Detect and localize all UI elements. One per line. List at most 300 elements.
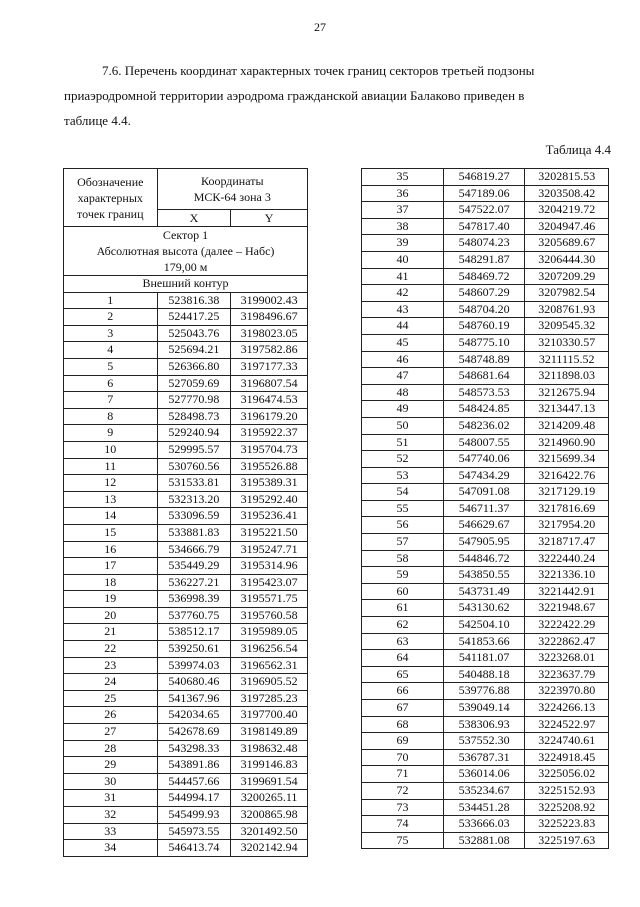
point-number: 75 bbox=[362, 832, 444, 849]
point-number: 34 bbox=[64, 840, 158, 857]
point-number: 5 bbox=[64, 358, 158, 375]
table-row bbox=[362, 534, 609, 551]
point-number: 73 bbox=[362, 799, 444, 816]
y-coordinate: 3201492.50 bbox=[231, 823, 308, 840]
table-row bbox=[362, 417, 609, 434]
table-row bbox=[64, 740, 308, 757]
point-number: 6 bbox=[64, 375, 158, 392]
point-number: 38 bbox=[362, 218, 444, 235]
point-number: 18 bbox=[64, 574, 158, 591]
table-row bbox=[64, 790, 308, 807]
point-number: 42 bbox=[362, 285, 444, 302]
y-coordinate: 3214960.90 bbox=[525, 434, 609, 451]
x-coordinate: 540488.18 bbox=[443, 666, 525, 683]
table-row bbox=[362, 666, 609, 683]
table-row bbox=[362, 334, 609, 351]
x-coordinate: 543130.62 bbox=[443, 600, 525, 617]
point-number: 13 bbox=[64, 491, 158, 508]
point-number: 68 bbox=[362, 716, 444, 733]
y-coordinate: 3196474.53 bbox=[231, 392, 308, 409]
x-coordinate: 539974.03 bbox=[157, 657, 231, 674]
table-row bbox=[362, 567, 609, 584]
sector-line: Абсолютная высота (далее – Набс) bbox=[96, 244, 275, 258]
x-coordinate: 538306.93 bbox=[443, 716, 525, 733]
y-coordinate: 3217954.20 bbox=[525, 517, 609, 534]
point-number: 65 bbox=[362, 666, 444, 683]
table-row bbox=[362, 401, 609, 418]
x-coordinate: 546629.67 bbox=[443, 517, 525, 534]
point-number: 17 bbox=[64, 558, 158, 575]
x-coordinate: 547817.40 bbox=[443, 218, 525, 235]
y-coordinate: 3196179.20 bbox=[231, 408, 308, 425]
table-row bbox=[362, 700, 609, 717]
x-coordinate: 548469.72 bbox=[443, 268, 525, 285]
table-row bbox=[362, 318, 609, 335]
table-row bbox=[362, 368, 609, 385]
x-coordinate: 548573.53 bbox=[443, 384, 525, 401]
table-row bbox=[362, 384, 609, 401]
y-coordinate: 3195221.50 bbox=[231, 524, 308, 541]
x-coordinate: 527059.69 bbox=[157, 375, 231, 392]
table-row bbox=[362, 617, 609, 634]
x-coordinate: 543298.33 bbox=[157, 740, 231, 757]
table-row bbox=[64, 458, 308, 475]
y-coordinate: 3223970.80 bbox=[525, 683, 609, 700]
x-coordinate: 548236.02 bbox=[443, 417, 525, 434]
y-coordinate: 3208761.93 bbox=[525, 301, 609, 318]
point-number: 20 bbox=[64, 607, 158, 624]
table-row bbox=[362, 185, 609, 202]
point-number: 10 bbox=[64, 441, 158, 458]
y-coordinate: 3223268.01 bbox=[525, 650, 609, 667]
point-number: 36 bbox=[362, 185, 444, 202]
table-row bbox=[362, 218, 609, 235]
y-coordinate: 3198496.67 bbox=[231, 309, 308, 326]
y-coordinate: 3202142.94 bbox=[231, 840, 308, 857]
y-coordinate: 3195571.75 bbox=[231, 591, 308, 608]
x-coordinate: 548607.29 bbox=[443, 285, 525, 302]
table-row bbox=[362, 251, 609, 268]
x-coordinate: 534451.28 bbox=[443, 799, 525, 816]
y-coordinate: 3222422.29 bbox=[525, 617, 609, 634]
point-number: 3 bbox=[64, 325, 158, 342]
x-coordinate: 546819.27 bbox=[443, 169, 525, 186]
table-row bbox=[64, 342, 308, 359]
x-coordinate: 544457.66 bbox=[157, 773, 231, 790]
y-coordinate: 3195704.73 bbox=[231, 441, 308, 458]
y-coordinate: 3224522.97 bbox=[525, 716, 609, 733]
y-coordinate: 3198023.05 bbox=[231, 325, 308, 342]
point-number: 52 bbox=[362, 451, 444, 468]
point-number: 44 bbox=[362, 318, 444, 335]
table-row bbox=[362, 285, 609, 302]
y-coordinate: 3225223.83 bbox=[525, 816, 609, 833]
x-coordinate: 530760.56 bbox=[157, 458, 231, 475]
x-coordinate: 540680.46 bbox=[157, 674, 231, 691]
point-number: 58 bbox=[362, 550, 444, 567]
y-coordinate: 3196905.52 bbox=[231, 674, 308, 691]
x-coordinate: 532313.20 bbox=[157, 491, 231, 508]
y-coordinate: 3199002.43 bbox=[231, 292, 308, 309]
point-number: 26 bbox=[64, 707, 158, 724]
point-number: 70 bbox=[362, 749, 444, 766]
x-coordinate: 548007.55 bbox=[443, 434, 525, 451]
table-row bbox=[362, 550, 609, 567]
y-coordinate: 3223637.79 bbox=[525, 666, 609, 683]
point-number: 2 bbox=[64, 309, 158, 326]
table-caption: Таблица 4.4 bbox=[545, 142, 611, 157]
table-row bbox=[362, 600, 609, 617]
table-row bbox=[362, 799, 609, 816]
coordinates-table-right bbox=[361, 168, 609, 849]
point-number: 11 bbox=[64, 458, 158, 475]
table-row bbox=[64, 292, 308, 309]
x-coordinate: 532881.08 bbox=[443, 832, 525, 849]
table-row bbox=[64, 707, 308, 724]
x-coordinate: 547091.08 bbox=[443, 484, 525, 501]
point-number: 69 bbox=[362, 733, 444, 750]
y-coordinate: 3197700.40 bbox=[231, 707, 308, 724]
intro-line-1: 7.6. Перечень координат характерных точек границ секторов третьей подзоны bbox=[102, 63, 535, 78]
y-coordinate: 3195423.07 bbox=[231, 574, 308, 591]
sector-heading bbox=[64, 227, 308, 276]
x-coordinate: 539250.61 bbox=[157, 641, 231, 658]
header-line: Обозначение bbox=[77, 174, 144, 189]
contour-heading: Внешний контур bbox=[64, 276, 308, 293]
x-coordinate: 536227.21 bbox=[157, 574, 231, 591]
x-coordinate: 546413.74 bbox=[157, 840, 231, 857]
point-number: 49 bbox=[362, 401, 444, 418]
x-coordinate: 538512.17 bbox=[157, 624, 231, 641]
x-coordinate: 546711.37 bbox=[443, 500, 525, 517]
x-coordinate: 528498.73 bbox=[157, 408, 231, 425]
x-coordinate: 543891.86 bbox=[157, 757, 231, 774]
table-row bbox=[64, 591, 308, 608]
point-number: 30 bbox=[64, 773, 158, 790]
table-row bbox=[64, 607, 308, 624]
table-row bbox=[362, 484, 609, 501]
y-coordinate: 3221336.10 bbox=[525, 567, 609, 584]
x-coordinate: 535234.67 bbox=[443, 782, 525, 799]
x-coordinate: 548681.64 bbox=[443, 368, 525, 385]
table-row bbox=[362, 650, 609, 667]
y-coordinate: 3195989.05 bbox=[231, 624, 308, 641]
point-number: 55 bbox=[362, 500, 444, 517]
point-number: 46 bbox=[362, 351, 444, 368]
x-coordinate: 548291.87 bbox=[443, 251, 525, 268]
x-coordinate: 547189.06 bbox=[443, 185, 525, 202]
x-coordinate: 548748.89 bbox=[443, 351, 525, 368]
point-number: 51 bbox=[362, 434, 444, 451]
table-row bbox=[64, 408, 308, 425]
x-coordinate: 537760.75 bbox=[157, 607, 231, 624]
y-coordinate: 3195314.96 bbox=[231, 558, 308, 575]
x-coordinate: 541367.96 bbox=[157, 690, 231, 707]
table-row bbox=[64, 724, 308, 741]
y-coordinate: 3225056.02 bbox=[525, 766, 609, 783]
point-number: 21 bbox=[64, 624, 158, 641]
point-number: 15 bbox=[64, 524, 158, 541]
y-coordinate: 3221948.67 bbox=[525, 600, 609, 617]
x-coordinate: 539049.14 bbox=[443, 700, 525, 717]
point-number: 63 bbox=[362, 633, 444, 650]
y-coordinate: 3221442.91 bbox=[525, 583, 609, 600]
y-coordinate: 3195922.37 bbox=[231, 425, 308, 442]
point-number: 67 bbox=[362, 700, 444, 717]
y-coordinate: 3216422.76 bbox=[525, 467, 609, 484]
y-coordinate: 3198632.48 bbox=[231, 740, 308, 757]
y-coordinate: 3225152.93 bbox=[525, 782, 609, 799]
point-number: 71 bbox=[362, 766, 444, 783]
y-coordinate: 3211115.52 bbox=[525, 351, 609, 368]
point-number: 23 bbox=[64, 657, 158, 674]
x-coordinate: 541853.66 bbox=[443, 633, 525, 650]
point-number: 37 bbox=[362, 202, 444, 219]
x-coordinate: 542678.69 bbox=[157, 724, 231, 741]
x-coordinate: 547522.07 bbox=[443, 202, 525, 219]
table-row bbox=[362, 633, 609, 650]
x-coordinate: 545973.55 bbox=[157, 823, 231, 840]
point-number: 56 bbox=[362, 517, 444, 534]
x-coordinate: 548775.10 bbox=[443, 334, 525, 351]
table-row bbox=[64, 425, 308, 442]
x-coordinate: 544846.72 bbox=[443, 550, 525, 567]
point-number: 16 bbox=[64, 541, 158, 558]
x-coordinate: 525043.76 bbox=[157, 325, 231, 342]
y-coordinate: 3204947.46 bbox=[525, 218, 609, 235]
y-coordinate: 3204219.72 bbox=[525, 202, 609, 219]
x-coordinate: 533666.03 bbox=[443, 816, 525, 833]
table-row bbox=[64, 375, 308, 392]
y-coordinate: 3196256.54 bbox=[231, 641, 308, 658]
table-row bbox=[362, 500, 609, 517]
y-coordinate: 3197177.33 bbox=[231, 358, 308, 375]
header-y: Y bbox=[231, 210, 308, 227]
table-row bbox=[362, 235, 609, 252]
x-coordinate: 536998.39 bbox=[157, 591, 231, 608]
point-number: 28 bbox=[64, 740, 158, 757]
point-number: 19 bbox=[64, 591, 158, 608]
point-number: 1 bbox=[64, 292, 158, 309]
header-point-designation bbox=[64, 169, 158, 227]
point-number: 47 bbox=[362, 368, 444, 385]
point-number: 45 bbox=[362, 334, 444, 351]
table-row bbox=[362, 716, 609, 733]
point-number: 53 bbox=[362, 467, 444, 484]
x-coordinate: 523816.38 bbox=[157, 292, 231, 309]
point-number: 8 bbox=[64, 408, 158, 425]
y-coordinate: 3199146.83 bbox=[231, 757, 308, 774]
x-coordinate: 542034.65 bbox=[157, 707, 231, 724]
header-x: X bbox=[157, 210, 231, 227]
x-coordinate: 534666.79 bbox=[157, 541, 231, 558]
table-row bbox=[362, 467, 609, 484]
x-coordinate: 541181.07 bbox=[443, 650, 525, 667]
table-row bbox=[362, 583, 609, 600]
x-coordinate: 547905.95 bbox=[443, 534, 525, 551]
point-number: 64 bbox=[362, 650, 444, 667]
point-number: 33 bbox=[64, 823, 158, 840]
x-coordinate: 535449.29 bbox=[157, 558, 231, 575]
table-row bbox=[362, 749, 609, 766]
y-coordinate: 3200865.98 bbox=[231, 807, 308, 824]
header-line: характерных bbox=[77, 190, 143, 205]
table-row bbox=[362, 169, 609, 186]
point-number: 61 bbox=[362, 600, 444, 617]
table-row bbox=[362, 202, 609, 219]
table-row bbox=[64, 807, 308, 824]
page-number: 27 bbox=[314, 20, 326, 34]
y-coordinate: 3195236.41 bbox=[231, 508, 308, 525]
y-coordinate: 3210330.57 bbox=[525, 334, 609, 351]
x-coordinate: 529995.57 bbox=[157, 441, 231, 458]
y-coordinate: 3205689.67 bbox=[525, 235, 609, 252]
x-coordinate: 543850.55 bbox=[443, 567, 525, 584]
point-number: 32 bbox=[64, 807, 158, 824]
table-row bbox=[64, 358, 308, 375]
table-row bbox=[64, 690, 308, 707]
point-number: 74 bbox=[362, 816, 444, 833]
x-coordinate: 547740.06 bbox=[443, 451, 525, 468]
y-coordinate: 3196807.54 bbox=[231, 375, 308, 392]
x-coordinate: 531533.81 bbox=[157, 475, 231, 492]
point-number: 14 bbox=[64, 508, 158, 525]
header-coordinates bbox=[157, 169, 307, 210]
x-coordinate: 547434.29 bbox=[443, 467, 525, 484]
y-coordinate: 3218717.47 bbox=[525, 534, 609, 551]
point-number: 22 bbox=[64, 641, 158, 658]
x-coordinate: 527770.98 bbox=[157, 392, 231, 409]
table-row bbox=[64, 491, 308, 508]
table-row bbox=[362, 268, 609, 285]
point-number: 12 bbox=[64, 475, 158, 492]
header-line: МСК-64 зона 3 bbox=[193, 190, 271, 204]
table-row bbox=[64, 309, 308, 326]
table-row bbox=[64, 674, 308, 691]
y-coordinate: 3213447.13 bbox=[525, 401, 609, 418]
point-number: 66 bbox=[362, 683, 444, 700]
x-coordinate: 548074.23 bbox=[443, 235, 525, 252]
point-number: 62 bbox=[362, 617, 444, 634]
y-coordinate: 3215699.34 bbox=[525, 451, 609, 468]
y-coordinate: 3222440.24 bbox=[525, 550, 609, 567]
y-coordinate: 3199691.54 bbox=[231, 773, 308, 790]
y-coordinate: 3224918.45 bbox=[525, 749, 609, 766]
table-row bbox=[64, 441, 308, 458]
y-coordinate: 3222862.47 bbox=[525, 633, 609, 650]
x-coordinate: 526366.80 bbox=[157, 358, 231, 375]
y-coordinate: 3224266.13 bbox=[525, 700, 609, 717]
point-number: 27 bbox=[64, 724, 158, 741]
point-number: 40 bbox=[362, 251, 444, 268]
point-number: 7 bbox=[64, 392, 158, 409]
y-coordinate: 3207209.29 bbox=[525, 268, 609, 285]
y-coordinate: 3209545.32 bbox=[525, 318, 609, 335]
table-row bbox=[362, 816, 609, 833]
table-row bbox=[362, 351, 609, 368]
x-coordinate: 548704.20 bbox=[443, 301, 525, 318]
table-row bbox=[64, 657, 308, 674]
table-row bbox=[64, 840, 308, 857]
y-coordinate: 3225208.92 bbox=[525, 799, 609, 816]
y-coordinate: 3197582.86 bbox=[231, 342, 308, 359]
x-coordinate: 525694.21 bbox=[157, 342, 231, 359]
table-row bbox=[64, 325, 308, 342]
y-coordinate: 3198149.89 bbox=[231, 724, 308, 741]
y-coordinate: 3211898.03 bbox=[525, 368, 609, 385]
x-coordinate: 529240.94 bbox=[157, 425, 231, 442]
x-coordinate: 544994.17 bbox=[157, 790, 231, 807]
point-number: 24 bbox=[64, 674, 158, 691]
y-coordinate: 3203508.42 bbox=[525, 185, 609, 202]
table-row bbox=[64, 574, 308, 591]
table-row bbox=[362, 434, 609, 451]
point-number: 35 bbox=[362, 169, 444, 186]
y-coordinate: 3195389.31 bbox=[231, 475, 308, 492]
x-coordinate: 537552.30 bbox=[443, 733, 525, 750]
y-coordinate: 3212675.94 bbox=[525, 384, 609, 401]
y-coordinate: 3214209.48 bbox=[525, 417, 609, 434]
table-row bbox=[64, 541, 308, 558]
intro-line-2: приаэродромной территории аэродрома гражданской авиации Балаково приведен в bbox=[64, 88, 525, 103]
point-number: 54 bbox=[362, 484, 444, 501]
x-coordinate: 548424.85 bbox=[443, 401, 525, 418]
x-coordinate: 539776.88 bbox=[443, 683, 525, 700]
x-coordinate: 533096.59 bbox=[157, 508, 231, 525]
y-coordinate: 3224740.61 bbox=[525, 733, 609, 750]
sector-line: Сектор 1 bbox=[162, 228, 209, 242]
y-coordinate: 3195760.58 bbox=[231, 607, 308, 624]
y-coordinate: 3197285.23 bbox=[231, 690, 308, 707]
table-row bbox=[64, 508, 308, 525]
x-coordinate: 533881.83 bbox=[157, 524, 231, 541]
x-coordinate: 524417.25 bbox=[157, 309, 231, 326]
table-row bbox=[362, 733, 609, 750]
point-number: 9 bbox=[64, 425, 158, 442]
sector-line: 179,00 м bbox=[163, 260, 208, 274]
y-coordinate: 3195292.40 bbox=[231, 491, 308, 508]
point-number: 50 bbox=[362, 417, 444, 434]
header-line: точек границ bbox=[77, 206, 144, 221]
table-row bbox=[64, 524, 308, 541]
table-row bbox=[362, 782, 609, 799]
point-number: 59 bbox=[362, 567, 444, 584]
point-number: 4 bbox=[64, 342, 158, 359]
table-row bbox=[362, 683, 609, 700]
y-coordinate: 3225197.63 bbox=[525, 832, 609, 849]
table-row bbox=[362, 517, 609, 534]
y-coordinate: 3217129.19 bbox=[525, 484, 609, 501]
table-row bbox=[362, 766, 609, 783]
intro-paragraph bbox=[64, 58, 612, 133]
table-row bbox=[362, 451, 609, 468]
table-row bbox=[64, 641, 308, 658]
y-coordinate: 3217816.69 bbox=[525, 500, 609, 517]
y-coordinate: 3206444.30 bbox=[525, 251, 609, 268]
x-coordinate: 548760.19 bbox=[443, 318, 525, 335]
table-row bbox=[64, 558, 308, 575]
table-row bbox=[64, 392, 308, 409]
y-coordinate: 3202815.53 bbox=[525, 169, 609, 186]
table-row bbox=[64, 823, 308, 840]
point-number: 29 bbox=[64, 757, 158, 774]
point-number: 60 bbox=[362, 583, 444, 600]
x-coordinate: 536787.31 bbox=[443, 749, 525, 766]
point-number: 72 bbox=[362, 782, 444, 799]
y-coordinate: 3196562.31 bbox=[231, 657, 308, 674]
intro-line-3: таблице 4.4. bbox=[64, 113, 131, 128]
x-coordinate: 536014.06 bbox=[443, 766, 525, 783]
